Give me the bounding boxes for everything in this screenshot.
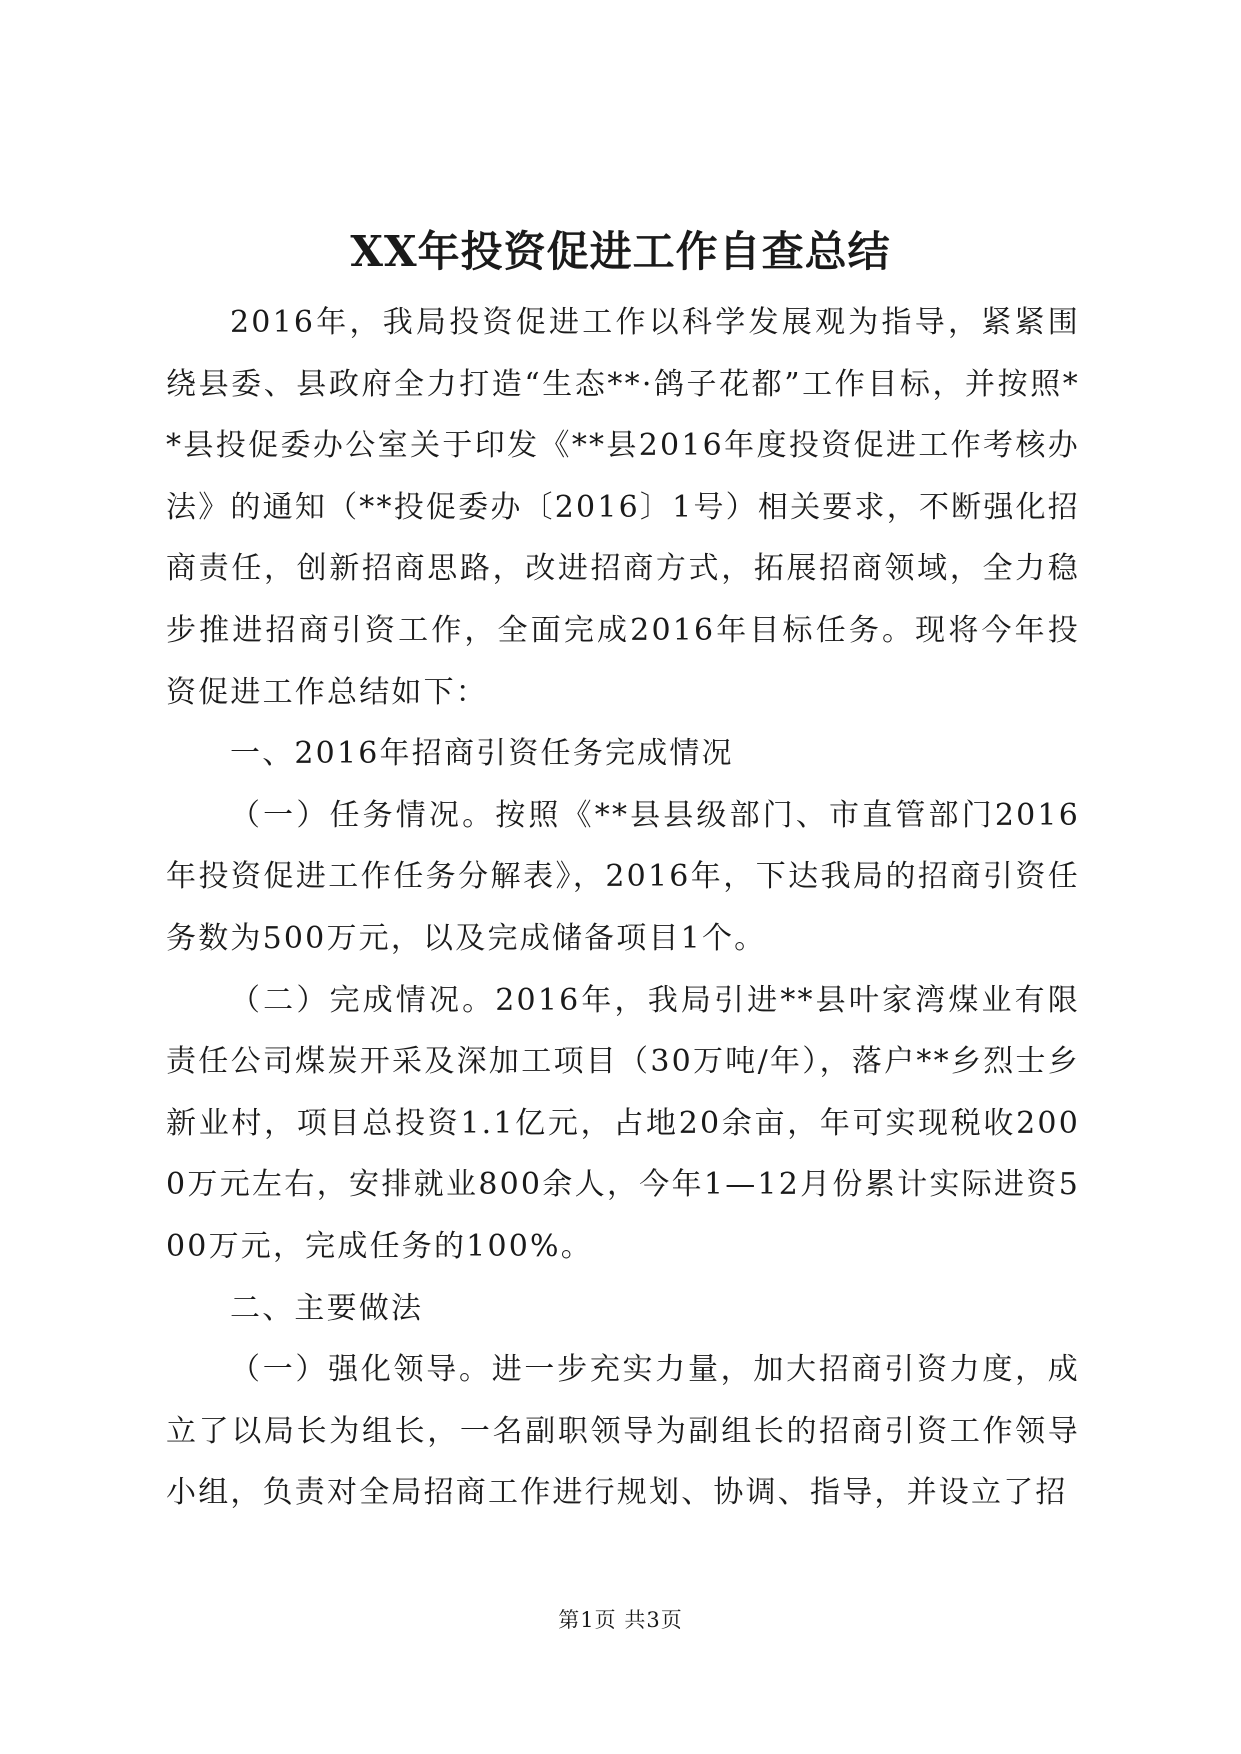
- body-paragraph-intro: 2016年，我局投资促进工作以科学发展观为指导，紧紧围绕县委、县政府全力打造“生态**·鸽子花都”工作目标，并按照**县投促委办公室关于印发《**县2016年度投资促进工作考核办法》的通知（**投促委办〔2016〕1号）相关要求，不断强化招商责任，创新招商思路，改进招商方式，拓展招商领域，全力稳步推进招商引资工作，全面完成2016年目标任务。现将今年投资促进工作总结如下：: [166, 305, 1080, 710]
- document-body: [166, 292, 1080, 1524]
- body-paragraph-leadership: （一）强化领导。进一步充实力量，加大招商引资力度，成立了以局长为组长，一名副职领导为副组长的招商引资工作领导小组，负责对全局招商工作进行规划、协调、指导，并设立了招: [166, 1352, 1080, 1511]
- section-heading-1: 一、2016年招商引资任务完成情况: [230, 736, 734, 772]
- body-paragraph-completion: （二）完成情况。2016年，我局引进**县叶家湾煤业有限责任公司煤炭开采及深加工项目（30万吨/年），落户**乡烈士乡新业村，项目总投资1.1亿元，占地20余亩，年可实现税收2000万元左右，安排就业800余人，今年1—12月份累计实际进资500万元，完成任务的100%。: [166, 982, 1080, 1264]
- document-title: XX年投资促进工作自查总结: [350, 227, 891, 276]
- body-paragraph-task: （一）任务情况。按照《**县县级部门、市直管部门2016年投资促进工作任务分解表》，2016年，下达我局的招商引资任务数为500万元，以及完成储备项目1个。: [166, 797, 1080, 956]
- page-footer: 第1页 共3页: [558, 1608, 683, 1632]
- section-heading-2: 二、主要做法: [230, 1290, 424, 1326]
